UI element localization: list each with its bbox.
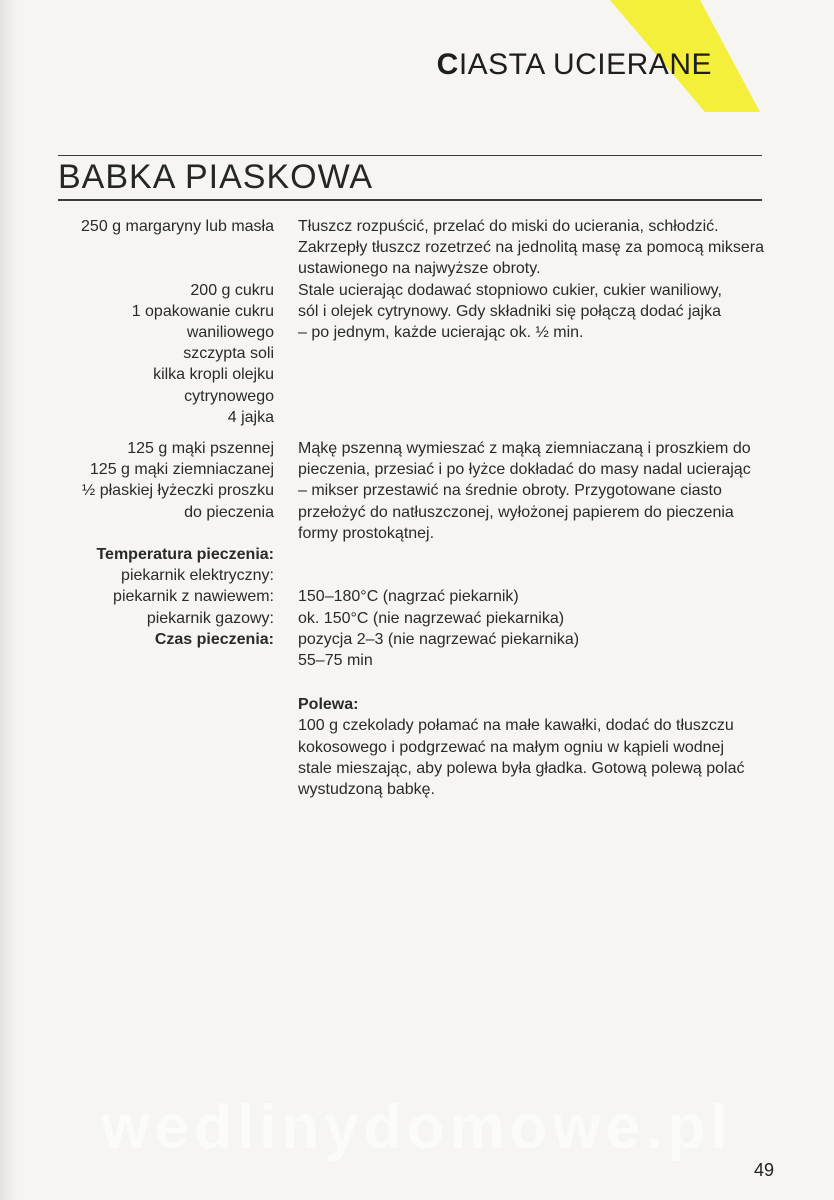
title-top-rule bbox=[58, 155, 762, 156]
instruction-line: pieczenia, przesiać i po łyżce dokładać do masy nadal ucierając bbox=[298, 461, 751, 479]
instruction-line: – mikser przestawić na średnie obroty. Przygotowane ciasto bbox=[298, 482, 722, 500]
instruction-line: Stale ucierając dodawać stopniowo cukier, cukier waniliowy, bbox=[298, 281, 722, 299]
ingredient-line: kilka kropli olejku bbox=[153, 366, 274, 384]
title-bottom-rule bbox=[58, 199, 762, 201]
temperature-heading: Temperatura pieczenia: bbox=[96, 546, 274, 564]
instruction-line: formy prostokątnej. bbox=[298, 524, 435, 542]
gas-oven-label: piekarnik gazowy: bbox=[146, 609, 274, 627]
ingredient-line: waniliowego bbox=[186, 324, 274, 341]
ingredient-line: 250 g margaryny lub masła bbox=[81, 218, 274, 235]
instruction-line: Tłuszcz rozpuścić, przelać do miski do ucierania, schłodzić. bbox=[298, 218, 719, 235]
gas-oven-value: pozycja 2–3 (nie nagrzewać piekarnika) bbox=[298, 630, 580, 648]
ingredients-column bbox=[40, 216, 274, 650]
section-title-initial: C bbox=[436, 48, 459, 81]
glaze-line: kokosowego i podgrzewać na małym ogniu w kąpieli wodnej bbox=[298, 738, 725, 756]
electric-oven-value: 150–180°C (nagrzać piekarnik) bbox=[298, 588, 519, 606]
instruction-line: – po jednym, każde ucierając ok. ½ min. bbox=[298, 324, 584, 342]
glaze-heading: Polewa: bbox=[298, 696, 359, 714]
electric-oven-label: piekarnik elektryczny: bbox=[121, 567, 274, 585]
section-title bbox=[437, 48, 712, 82]
ingredient-line: szczypta soli bbox=[183, 345, 274, 363]
glaze-line: 100 g czekolady połamać na małe kawałki, dodać do tłuszczu bbox=[298, 717, 734, 735]
ingredient-line: 125 g mąki ziemniaczanej bbox=[89, 461, 274, 479]
baking-time-label: Czas pieczenia: bbox=[154, 630, 274, 648]
page-number: 49 bbox=[753, 1160, 774, 1180]
fan-oven-value: ok. 150°C (nie nagrzewać piekarnika) bbox=[298, 609, 565, 627]
ingredient-line: 1 opakowanie cukru bbox=[131, 302, 274, 320]
instruction-line: ustawionego na najwyższe obroty. bbox=[298, 260, 541, 278]
instructions-column bbox=[298, 216, 768, 800]
glaze-line: wystudzoną babkę. bbox=[298, 781, 435, 799]
baking-time-value: 55–75 min bbox=[298, 652, 373, 670]
section-title-rest: IASTA UCIERANE bbox=[458, 48, 712, 81]
ingredient-line: do pieczenia bbox=[184, 503, 274, 521]
instruction-line: sól i olejek cytrynowy. Gdy składniki się połączą dodać jajka bbox=[298, 302, 722, 320]
ingredient-line: cytrynowego bbox=[184, 387, 274, 405]
recipe-title: BABKA PIASKOWA bbox=[58, 158, 374, 196]
glaze-line: stale mieszając, aby polewa była gładka. Gotową polewą polać bbox=[298, 759, 745, 777]
fan-oven-label: piekarnik z nawiewem: bbox=[113, 588, 274, 606]
ingredient-line: 4 jajka bbox=[227, 408, 274, 426]
watermark: wedlinydomowe.pl bbox=[101, 1093, 733, 1162]
instruction-line: Zakrzepły tłuszcz rozetrzeć na jednolitą masę za pomocą miksera bbox=[298, 239, 764, 257]
instruction-line: przełożyć do natłuszczonej, wyłożonej papierem do pieczenia bbox=[298, 503, 734, 521]
instruction-line: Mąkę pszenną wymieszać z mąką ziemniaczaną i proszkiem do bbox=[298, 440, 751, 458]
ingredient-line: ½ płaskiej łyżeczki proszku bbox=[81, 482, 274, 500]
ingredient-line: 125 g mąki pszennej bbox=[127, 440, 274, 458]
ingredient-line: 200 g cukru bbox=[190, 281, 274, 299]
